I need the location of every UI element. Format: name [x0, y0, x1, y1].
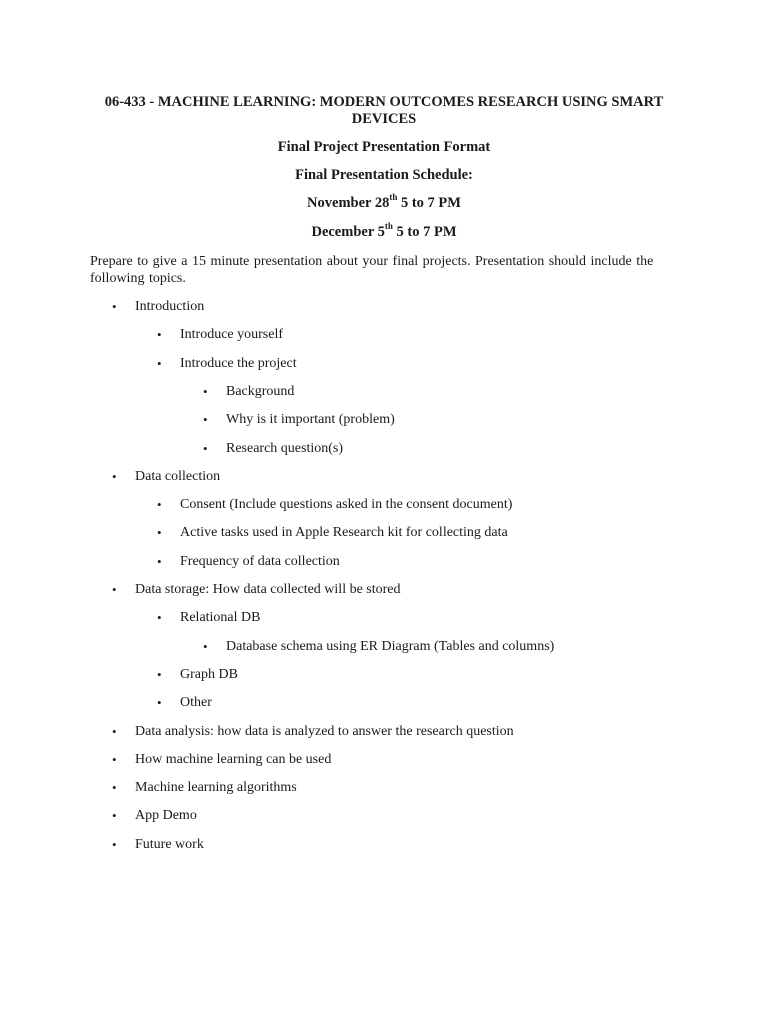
bullet-icon: • — [157, 667, 162, 682]
course-title: 06-433 - MACHINE LEARNING: MODERN OUTCOMES RESEARCH USING SMART DEVICES — [104, 94, 664, 127]
outline-item-text: Frequency of data collection — [180, 554, 340, 569]
document-subtitle: Final Project Presentation Format — [277, 139, 491, 155]
bullet-icon: • — [157, 525, 162, 540]
bullet-icon: • — [203, 639, 208, 654]
date-text: December 5 — [311, 224, 385, 240]
bullet-icon: • — [112, 469, 117, 484]
bullet-icon: • — [112, 752, 117, 767]
bullet-icon: • — [157, 554, 162, 569]
schedule-heading: Final Presentation Schedule: — [295, 167, 473, 183]
outline-item-text: Research question(s) — [226, 441, 344, 456]
bullet-icon: • — [203, 384, 208, 399]
bullet-icon: • — [112, 299, 117, 314]
bullet-icon: • — [157, 497, 162, 512]
bullet-icon: • — [203, 441, 208, 456]
outline-item-text: Active tasks used in Apple Research kit for collecting data — [180, 525, 508, 540]
outline-item-text: How machine learning can be used — [135, 752, 332, 767]
outline-item-text: Data storage: How data collected will be stored — [135, 582, 401, 597]
bullet-icon: • — [112, 837, 117, 852]
outline-item-text: Background — [226, 384, 295, 399]
outline-item-text: Machine learning algorithms — [135, 780, 297, 795]
bullet-icon: • — [157, 610, 162, 625]
intro-paragraph: Prepare to give a 15 minute presentation about your final projects. Presentation should include the following topics. — [90, 254, 654, 286]
time-text: 5 to 7 PM — [392, 224, 457, 240]
date-ordinal: th — [384, 221, 393, 232]
date-text: November 28 — [307, 195, 390, 211]
schedule-date-december — [0, 221, 768, 241]
outline-item-text: Introduce yourself — [180, 327, 284, 342]
bullet-icon: • — [112, 582, 117, 597]
outline-item-text: Other — [180, 695, 212, 710]
bullet-icon: • — [157, 695, 162, 710]
outline-item-text: Data collection — [135, 469, 221, 484]
outline-item-text: Introduction — [135, 299, 205, 314]
bullet-icon: • — [203, 412, 208, 427]
outline-item-text: App Demo — [135, 808, 197, 823]
outline-item-text: Graph DB — [180, 667, 238, 682]
schedule-date-november — [0, 192, 768, 212]
bullet-icon: • — [157, 327, 162, 342]
outline-item-text: Consent (Include questions asked in the consent document) — [180, 497, 513, 512]
outline-item-text: Relational DB — [180, 610, 261, 625]
outline-item-text: Introduce the project — [180, 356, 297, 371]
bullet-icon: • — [112, 808, 117, 823]
date-ordinal: th — [389, 192, 398, 203]
outline-item-text: Data analysis: how data is analyzed to answer the research question — [135, 724, 514, 739]
bullet-icon: • — [112, 724, 117, 739]
bullet-icon: • — [157, 356, 162, 371]
outline-item-text: Why is it important (problem) — [226, 412, 395, 427]
bullet-icon: • — [112, 780, 117, 795]
outline-item-text: Database schema using ER Diagram (Tables and columns) — [226, 639, 555, 654]
time-text: 5 to 7 PM — [397, 195, 461, 211]
outline-item-text: Future work — [135, 837, 204, 852]
